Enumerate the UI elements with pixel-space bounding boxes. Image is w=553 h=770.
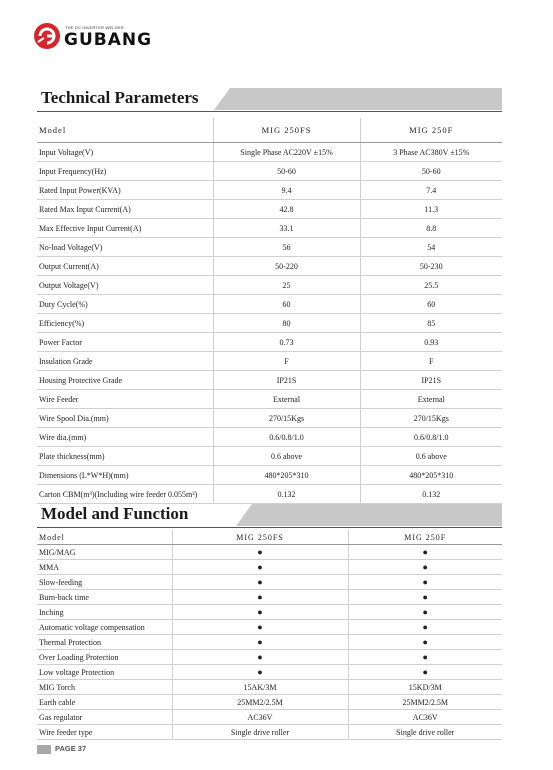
cell-value: 480*205*310 [360, 466, 502, 485]
brand-name: GUBANG [64, 30, 153, 50]
cell-value: 50-60 [360, 162, 502, 181]
cell-value: ● [172, 620, 348, 635]
row-label: Efficiency(%) [37, 314, 213, 333]
column-header: MIG 250F [360, 118, 502, 143]
cell-value: 50-60 [213, 162, 360, 181]
section-title: Technical Parameters [41, 88, 199, 107]
cell-value: ● [172, 605, 348, 620]
row-label: Over Loading Protection [37, 650, 172, 665]
column-header: MIG 250FS [172, 530, 348, 545]
table-row [37, 143, 502, 162]
row-label: No-load Voltage(V) [37, 238, 213, 257]
cell-value: External [213, 390, 360, 409]
model-function-header [37, 504, 502, 526]
row-label: Automatic voltage compensation [37, 620, 172, 635]
cell-value: ● [348, 635, 502, 650]
row-label: Slow-feeding [37, 575, 172, 590]
table-row [37, 295, 502, 314]
table-row [37, 238, 502, 257]
cell-value: ● [348, 575, 502, 590]
cell-value: 0.6/0.8/1.0 [213, 428, 360, 447]
column-header: MIG 250F [348, 530, 502, 545]
footer-square-icon [37, 745, 51, 754]
page-number: PAGE 37 [55, 744, 87, 753]
row-label: MIG/MAG [37, 545, 172, 560]
cell-value: 0.132 [213, 485, 360, 504]
cell-value: 270/15Kgs [360, 409, 502, 428]
cell-value: 480*205*310 [213, 466, 360, 485]
cell-value: ● [172, 665, 348, 680]
table-header-row [37, 118, 502, 143]
table-row [37, 409, 502, 428]
table-row [37, 620, 502, 635]
row-label: Plate thickness(mm) [37, 447, 213, 466]
row-label: Gas regulator [37, 710, 172, 725]
cell-value: ● [172, 575, 348, 590]
row-label: Wire feeder type [37, 725, 172, 740]
column-header: Model [37, 118, 213, 143]
cell-value: ● [172, 590, 348, 605]
cell-value: Single drive roller [348, 725, 502, 740]
cell-value: F [360, 352, 502, 371]
cell-value: 3 Phase AC380V ±15% [360, 143, 502, 162]
cell-value: IP21S [213, 371, 360, 390]
cell-value: 270/15Kgs [213, 409, 360, 428]
cell-value: 80 [213, 314, 360, 333]
cell-value: 15KD/3M [348, 680, 502, 695]
row-label: MIG Torch [37, 680, 172, 695]
cell-value: Single Phase AC220V ±15% [213, 143, 360, 162]
cell-value: ● [172, 560, 348, 575]
cell-value: ● [348, 560, 502, 575]
technical-parameters-header [37, 88, 502, 110]
table-row [37, 665, 502, 680]
cell-value: Single drive roller [172, 725, 348, 740]
cell-value: ● [348, 650, 502, 665]
cell-value: 33.1 [213, 219, 360, 238]
cell-value: 56 [213, 238, 360, 257]
header-rule [37, 111, 502, 112]
table-row [37, 333, 502, 352]
cell-value: 0.93 [360, 333, 502, 352]
cell-value: 0.6 above [213, 447, 360, 466]
cell-value: F [213, 352, 360, 371]
table-row [37, 710, 502, 725]
cell-value: 25.5 [360, 276, 502, 295]
cell-value: ● [172, 545, 348, 560]
table-row [37, 545, 502, 560]
row-label: Max Effective Input Current(A) [37, 219, 213, 238]
cell-value: 25MM2/2.5M [172, 695, 348, 710]
column-header: Model [37, 530, 172, 545]
row-label: Dimensions (L*W*H)(mm) [37, 466, 213, 485]
cell-value: ● [348, 620, 502, 635]
table-row [37, 371, 502, 390]
technical-parameters-table [37, 118, 502, 504]
row-label: Housing Protective Grade [37, 371, 213, 390]
table-row [37, 485, 502, 504]
cell-value: ● [348, 545, 502, 560]
cell-value: AC36V [172, 710, 348, 725]
table-row [37, 314, 502, 333]
cell-value: 8.8 [360, 219, 502, 238]
table-row [37, 276, 502, 295]
row-label: Output Current(A) [37, 257, 213, 276]
cell-value: 25MM2/2.5M [348, 695, 502, 710]
row-label: MMA [37, 560, 172, 575]
header-rule [37, 527, 502, 528]
row-label: Rated Max Input Current(A) [37, 200, 213, 219]
cell-value: 11.3 [360, 200, 502, 219]
cell-value: 15AK/3M [172, 680, 348, 695]
column-header: MIG 250FS [213, 118, 360, 143]
cell-value: ● [172, 650, 348, 665]
header-band [236, 504, 502, 526]
table-row [37, 162, 502, 181]
row-label: Input Voltage(V) [37, 143, 213, 162]
table-row [37, 575, 502, 590]
header-band [214, 88, 502, 110]
row-label: Duty Cycle(%) [37, 295, 213, 314]
table-row [37, 219, 502, 238]
table-row [37, 695, 502, 710]
table-row [37, 447, 502, 466]
table-row [37, 352, 502, 371]
cell-value: 42.8 [213, 200, 360, 219]
table-row [37, 590, 502, 605]
row-label: Carton CBM(m³)(Including wire feeder 0.055m³) [37, 485, 213, 504]
model-function-table [37, 530, 502, 740]
table-row [37, 560, 502, 575]
cell-value: 7.4 [360, 181, 502, 200]
table-row [37, 725, 502, 740]
row-label: Rated Input Power(KVA) [37, 181, 213, 200]
gubang-logo-icon [33, 22, 61, 50]
cell-value: 60 [360, 295, 502, 314]
cell-value: ● [348, 605, 502, 620]
cell-value: 60 [213, 295, 360, 314]
row-label: Output Voltage(V) [37, 276, 213, 295]
table-row [37, 181, 502, 200]
brand-tagline: THE DC INVERTER WELDER [65, 25, 124, 30]
cell-value: 54 [360, 238, 502, 257]
section-title: Model and Function [41, 504, 189, 523]
row-label: Insulation Grade [37, 352, 213, 371]
row-label: Wire dia.(mm) [37, 428, 213, 447]
cell-value: 25 [213, 276, 360, 295]
cell-value: 9.4 [213, 181, 360, 200]
row-label: Thermal Protection [37, 635, 172, 650]
table-row [37, 466, 502, 485]
table-row [37, 635, 502, 650]
row-label: Inching [37, 605, 172, 620]
cell-value: ● [348, 665, 502, 680]
cell-value: External [360, 390, 502, 409]
cell-value: 0.132 [360, 485, 502, 504]
row-label: Earth cable [37, 695, 172, 710]
row-label: Power Factor [37, 333, 213, 352]
row-label: Input Frequency(Hz) [37, 162, 213, 181]
row-label: Low voltage Protection [37, 665, 172, 680]
table-row [37, 200, 502, 219]
table-row [37, 390, 502, 409]
cell-value: 85 [360, 314, 502, 333]
cell-value: ● [172, 635, 348, 650]
cell-value: 0.6/0.8/1.0 [360, 428, 502, 447]
cell-value: 0.6 above [360, 447, 502, 466]
row-label: Wire Spool Dia.(mm) [37, 409, 213, 428]
table-header-row [37, 530, 502, 545]
row-label: Burn-back time [37, 590, 172, 605]
cell-value: 50-230 [360, 257, 502, 276]
table-row [37, 428, 502, 447]
cell-value: IP21S [360, 371, 502, 390]
cell-value: ● [348, 590, 502, 605]
cell-value: AC36V [348, 710, 502, 725]
table-row [37, 257, 502, 276]
cell-value: 50-220 [213, 257, 360, 276]
table-row [37, 680, 502, 695]
table-row [37, 650, 502, 665]
row-label: Wire Feeder [37, 390, 213, 409]
cell-value: 0.73 [213, 333, 360, 352]
table-row [37, 605, 502, 620]
